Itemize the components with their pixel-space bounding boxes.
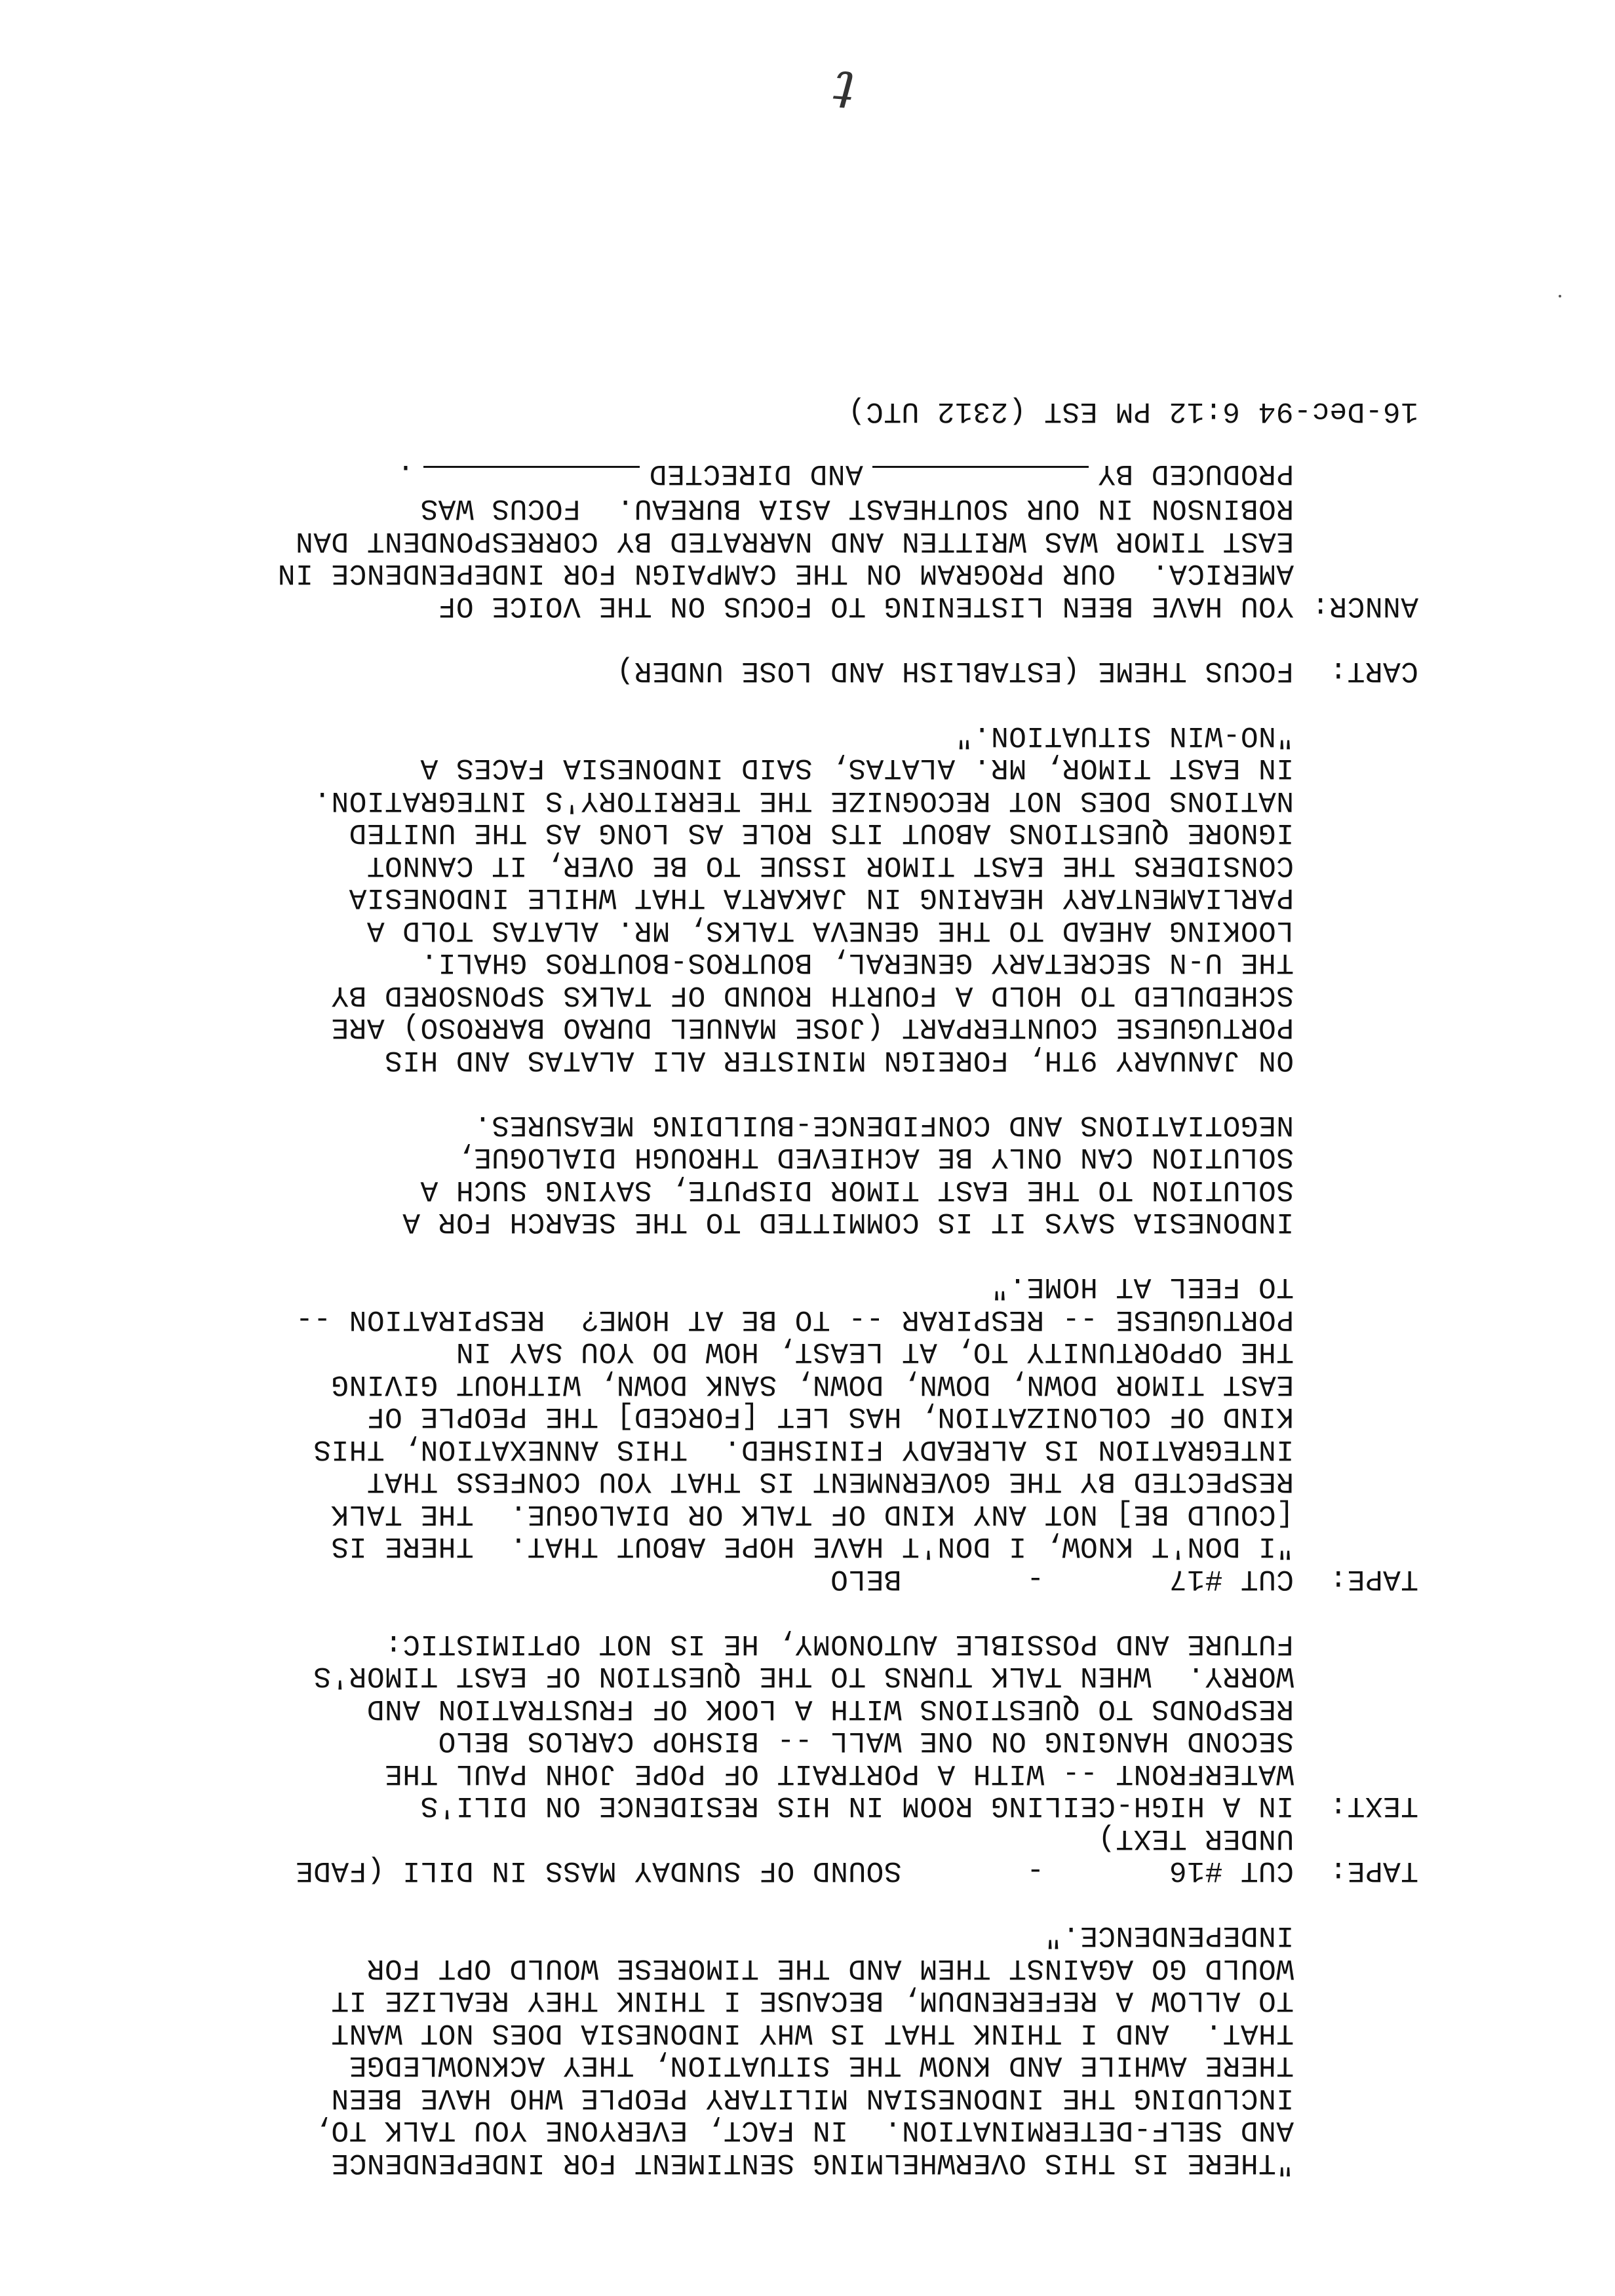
text-line: UNDER TEXT) bbox=[1097, 1822, 1294, 1854]
text-line: PARLIAMENTARY HEARING IN JAKARTA THAT WHILE INDONESIA bbox=[349, 881, 1294, 914]
tape-cue bbox=[68, 1854, 1418, 1886]
text-line: KIND OF COLONIZATION, HAS LET [FORCED] THE PEOPLE OF bbox=[366, 1400, 1294, 1433]
handwritten-page-mark: t bbox=[831, 58, 857, 122]
and-directed-label: AND DIRECTED bbox=[649, 457, 863, 489]
text-line: YOU HAVE BEEN LISTENING TO FOCUS ON THE VOICE OF bbox=[438, 589, 1294, 622]
text-line: PORTUGUESE -- RESPIRAR -- TO BE AT HOME? RESPIRATION -- bbox=[295, 1303, 1294, 1335]
text-line: SOLUTION CAN ONLY BE ACHIEVED THROUGH DIALOGUE, bbox=[456, 1140, 1294, 1174]
text-line: THE U-N SECRETARY GENERAL, BOUTROS-BOUTROS GHALI. bbox=[419, 946, 1294, 979]
cart-cue bbox=[68, 654, 1418, 687]
text-line: LOOKING AHEAD TO THE GENEVA TALKS, MR. ALATAS TOLD A bbox=[366, 913, 1294, 946]
text-line: WOULD GO AGAINST THEM AND THE TIMORESE WOULD OPT FOR bbox=[366, 1951, 1294, 1984]
text-line: FUTURE AND POSSIBLE AUTONOMY, HE IS NOT OPTIMISTIC: bbox=[384, 1627, 1294, 1660]
text-line: THAT. AND I THINK THAT IS WHY INDONESIA DOES NOT WANT bbox=[330, 2016, 1294, 2049]
text-line: CUT #16 - SOUND OF SUNDAY MASS IN DILI (FADE bbox=[295, 1854, 1294, 1887]
timestamp: 16-Dec-94 6:12 PM EST (2312 UTC) bbox=[847, 394, 1418, 427]
text-line: SECOND HANGING ON ONE WALL -- BISHOP CARLOS BELO bbox=[438, 1724, 1294, 1757]
text-line: "I DON'T KNOW, I DON'T HAVE HOPE ABOUT THAT. THERE IS bbox=[330, 1529, 1294, 1563]
cue-label: TAPE: bbox=[1329, 1562, 1418, 1595]
text-line: NEGOTIATIONS AND CONFIDENCE-BUILDING MEASURES. bbox=[473, 1108, 1294, 1141]
text-line: IN A HIGH-CEILING ROOM IN HIS RESIDENCE ON DILI'S bbox=[419, 1789, 1294, 1822]
text-line: ROBINSON IN OUR SOUTHEAST ASIA BUREAU. FOCUS WAS bbox=[419, 491, 1294, 525]
text-line: NATIONS DOES NOT RECOGNIZE THE TERRITORY'S INTEGRATION. bbox=[313, 784, 1294, 816]
text-line: EAST TIMOR WAS WRITTEN AND NARRATED BY CORRESPONDENT DAN bbox=[295, 524, 1294, 557]
cue-label: TAPE: bbox=[1329, 1854, 1418, 1887]
cue-label: ANNCR: bbox=[1311, 589, 1418, 622]
text-line: THERE AWHILE AND KNOW THE SITUATION, THEY ACKNOWLEDGE bbox=[349, 2048, 1294, 2082]
text-line: SOLUTION TO THE EAST TIMOR DISPUTE, SAYING SUCH A bbox=[419, 1173, 1294, 1206]
script-text bbox=[68, 394, 1418, 2179]
text-line: TO FEEL AT HOME." bbox=[990, 1270, 1294, 1303]
announcer-cue bbox=[68, 589, 1418, 622]
text-line: INDONESIA SAYS IT IS COMMITTED TO THE SEARCH FOR A bbox=[402, 1205, 1294, 1238]
blank-line bbox=[872, 466, 1089, 491]
text-line: INTEGRATION IS ALREADY FINISHED. THIS ANNEXATION, THIS bbox=[313, 1432, 1294, 1465]
text-line: AMERICA. OUR PROGRAM ON THE CAMPAIGN FOR INDEPENDENCE IN bbox=[277, 556, 1294, 590]
text-line: RESPECTED BY THE GOVERNMENT IS THAT YOU CONFESS THAT bbox=[366, 1464, 1294, 1498]
text-cue bbox=[68, 1789, 1418, 1822]
text-line: CUT #17 - BELO bbox=[830, 1562, 1294, 1595]
cue-label: TEXT: bbox=[1329, 1789, 1418, 1822]
text-line: FOCUS THEME (ESTABLISH AND LOSE UNDER) bbox=[616, 654, 1294, 687]
period: . bbox=[397, 457, 415, 489]
text-line: AND SELF-DETERMINATION. IN FACT, EVERYONE YOU TALK TO, bbox=[313, 2113, 1294, 2147]
produced-by-label: PRODUCED BY bbox=[1097, 457, 1294, 489]
text-line: EAST TIMOR DOWN, DOWN, DOWN, SANK DOWN, WITHOUT GIVING bbox=[330, 1368, 1294, 1400]
text-line: WORRY. WHEN TALK TURNS TO THE QUESTION OF EAST TIMOR'S bbox=[313, 1659, 1294, 1693]
text-line: CONSIDERS THE EAST TIMOR ISSUE TO BE OVER, IT CANNOT bbox=[366, 849, 1294, 881]
text-line: RESPONDS TO QUESTIONS WITH A LOOK OF FRUSTRATION AND bbox=[366, 1692, 1294, 1725]
tape-cue bbox=[68, 1562, 1418, 1595]
scan-speck bbox=[1559, 295, 1561, 297]
text-line: PORTUGUESE COUNTERPART (JOSE MANUEL DURAO BARROSO) ARE bbox=[330, 1010, 1294, 1044]
text-line: IGNORE QUESTIONS ABOUT ITS ROLE AS LONG AS THE UNITED bbox=[349, 816, 1294, 849]
text-line: WATERFRONT -- WITH A PORTRAIT OF POPE JOHN PAUL THE bbox=[384, 1757, 1294, 1789]
credits-line bbox=[68, 459, 1294, 492]
text-line: "THERE IS THIS OVERWHELMING SENTIMENT FOR INDEPENDENCE bbox=[330, 2146, 1294, 2179]
cue-label: CART: bbox=[1329, 654, 1418, 687]
text-line: IN EAST TIMOR, MR. ALATAS, SAID INDONESIA FACES A bbox=[419, 751, 1294, 784]
text-line: THE OPPORTUNITY TO, AT LEAST, HOW DO YOU SAY IN bbox=[456, 1335, 1294, 1368]
text-line: TO ALLOW A REFERENDUM, BECAUSE I THINK THEY REALIZE IT bbox=[330, 1983, 1294, 2017]
text-line: SCHEDULED TO HOLD A FOURTH ROUND OF TALKS SPONSORED BY bbox=[330, 978, 1294, 1011]
blank-line bbox=[423, 466, 640, 491]
text-line: INDEPENDENCE." bbox=[1044, 1919, 1294, 1952]
text-line: INCLUDING THE INDONESIAN MILITARY PEOPLE WHO HAVE BEEN bbox=[330, 2081, 1294, 2114]
text-line: ON JANUARY 9TH, FOREIGN MINISTER ALI ALATAS AND HIS bbox=[384, 1043, 1294, 1076]
text-line: "NO-WIN SITUATION." bbox=[955, 719, 1294, 752]
text-line: [COULD BE] NOT ANY KIND OF TALK OR DIALOGUE. THE TALK bbox=[330, 1497, 1294, 1530]
